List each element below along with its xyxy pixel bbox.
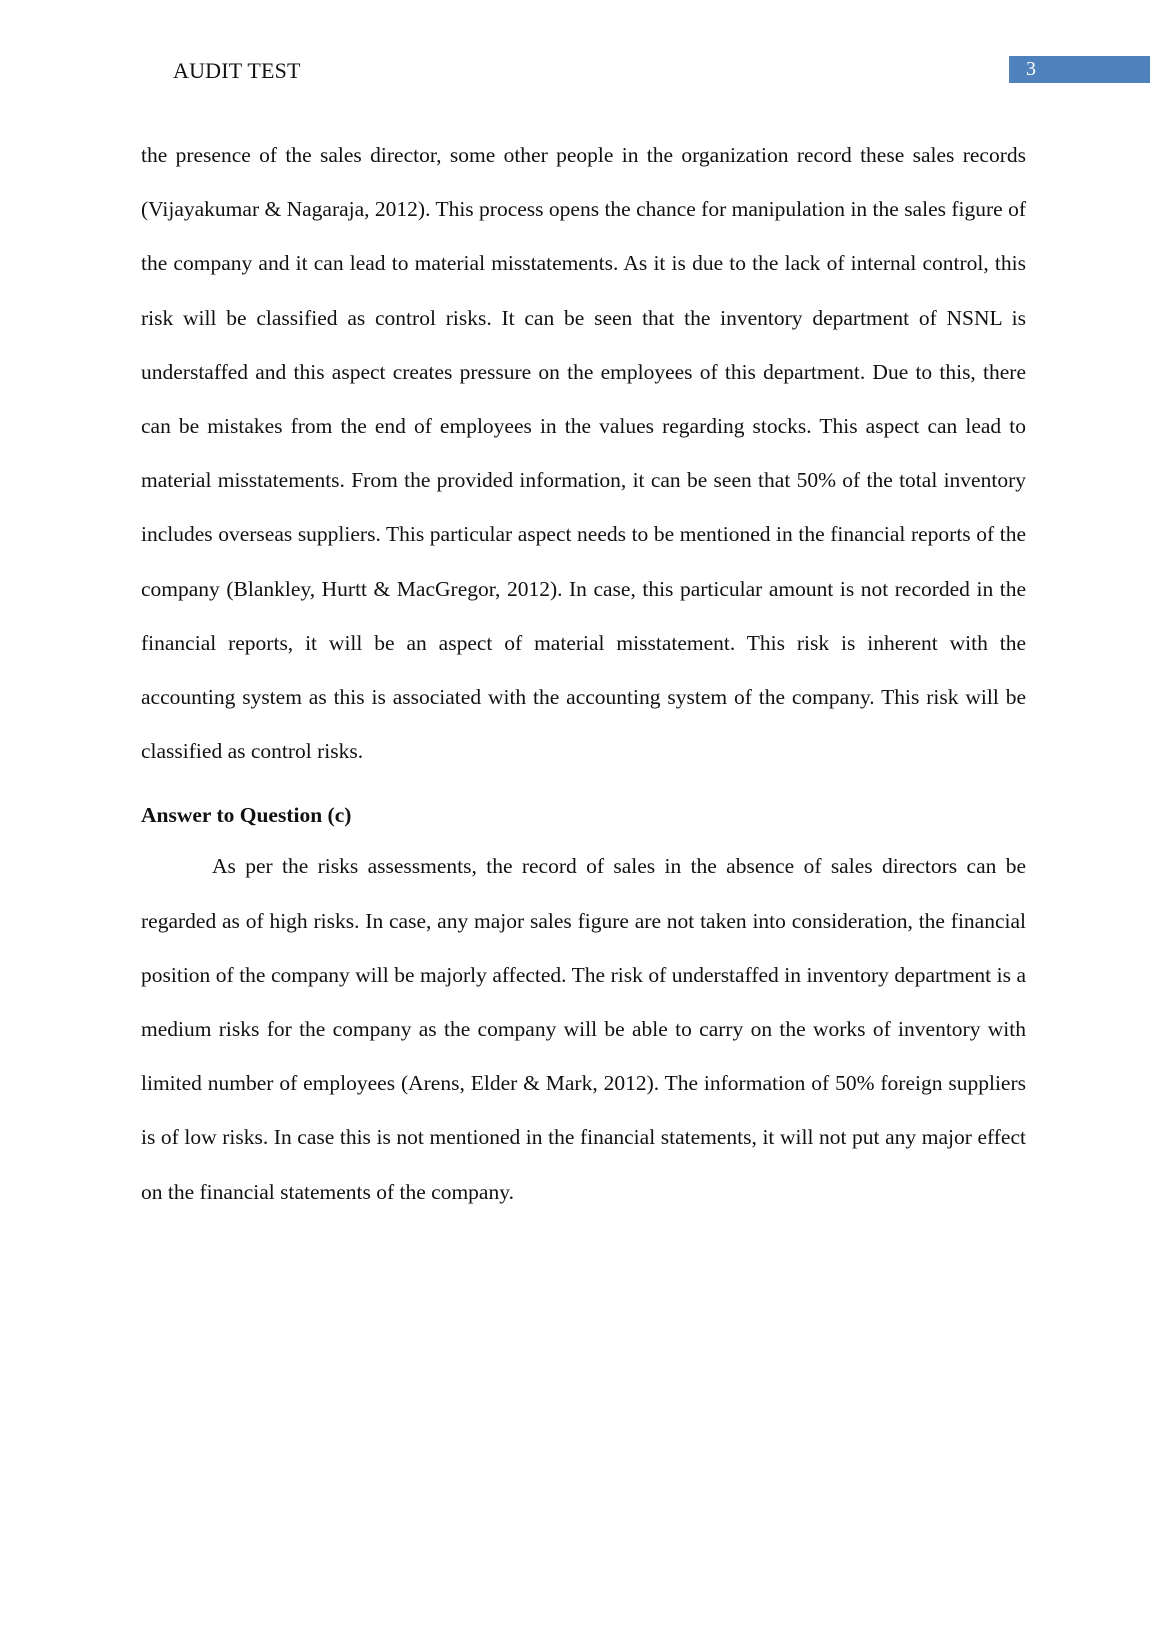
page-number: 3: [1026, 58, 1036, 80]
page-number-badge: [1009, 56, 1150, 83]
document-body: [141, 128, 1026, 1219]
section-heading: Answer to Question (c): [141, 803, 352, 828]
body-paragraph-1: the presence of the sales director, some other people in the organization record these sales records (Vijayakumar & Nagaraja, 2012). This process opens the chance for manipulation in the sales figure of the company and it can lead to material misstatements. As it is due to the lack of internal control, this risk will be classified as control risks. It can be seen that the inventory department of NSNL is understaffed and this aspect creates pressure on the employees of this department. Due to this, there can be mistakes from the end of employees in the values regarding stocks. This aspect can lead to material misstatements. From the provided information, it can be seen that 50% of the total inventory includes overseas suppliers. This particular aspect needs to be mentioned in the financial reports of the company (Blankley, Hurtt & MacGregor, 2012). In case, this particular amount is not recorded in the financial reports, it will be an aspect of material misstatement. This risk is inherent with the accounting system as this is associated with the accounting system of the company. This risk will be classified as control risks.: [141, 143, 1026, 764]
running-header-title: AUDIT TEST: [173, 58, 301, 83]
body-paragraph-2: As per the risks assessments, the record of sales in the absence of sales directors can be regarded as of high risks. In case, any major sales figure are not taken into consideration, the financial position of the company will be majorly affected. The risk of understaffed in inventory department is a medium risks for the company as the company will be able to carry on the works of inventory with limited number of employees (Arens, Elder & Mark, 2012). The information of 50% foreign suppliers is of low risks. In case this is not mentioned in the financial statements, it will not put any major effect on the financial statements of the company.: [141, 854, 1026, 1204]
